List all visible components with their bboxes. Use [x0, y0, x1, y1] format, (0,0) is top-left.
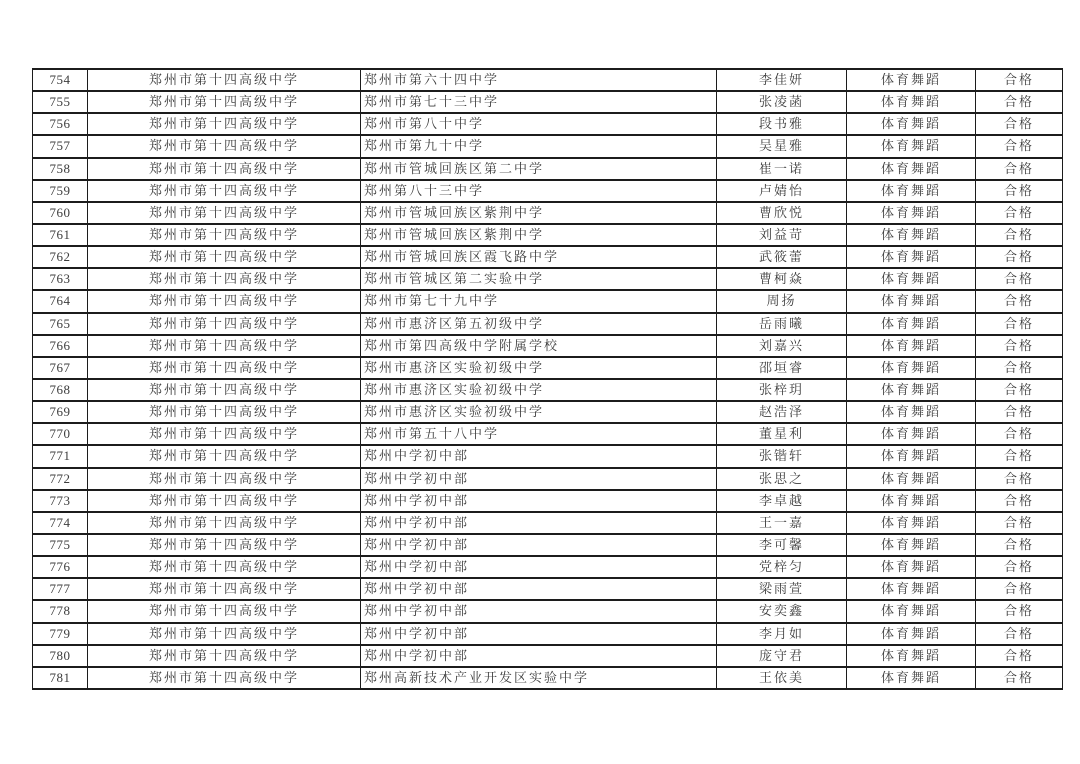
result-cell: 合格 — [976, 135, 1063, 157]
specialty-cell: 体育舞蹈 — [847, 401, 976, 423]
origin-school-cell: 郑州市管城回族区第二中学 — [361, 158, 717, 180]
student-name-cell: 安奕鑫 — [717, 600, 847, 622]
specialty-cell: 体育舞蹈 — [847, 512, 976, 534]
serial-number-cell: 771 — [33, 445, 88, 467]
student-name-cell: 周扬 — [717, 290, 847, 312]
table-row — [33, 69, 1063, 91]
specialty-cell: 体育舞蹈 — [847, 667, 976, 689]
student-name-cell: 张凌菡 — [717, 91, 847, 113]
specialty-cell: 体育舞蹈 — [847, 313, 976, 335]
result-cell: 合格 — [976, 202, 1063, 224]
origin-school-cell: 郑州市惠济区第五初级中学 — [361, 313, 717, 335]
result-cell: 合格 — [976, 623, 1063, 645]
reporting-school-cell: 郑州市第十四高级中学 — [88, 623, 361, 645]
student-name-cell: 党梓匀 — [717, 556, 847, 578]
origin-school-cell: 郑州中学初中部 — [361, 600, 717, 622]
specialty-cell: 体育舞蹈 — [847, 113, 976, 135]
student-name-cell: 李卓越 — [717, 490, 847, 512]
result-cell: 合格 — [976, 69, 1063, 91]
origin-school-cell: 郑州市管城回族区霞飞路中学 — [361, 246, 717, 268]
serial-number-cell: 775 — [33, 534, 88, 556]
result-cell: 合格 — [976, 379, 1063, 401]
reporting-school-cell: 郑州市第十四高级中学 — [88, 468, 361, 490]
serial-number-cell: 754 — [33, 69, 88, 91]
student-name-cell: 张思之 — [717, 468, 847, 490]
origin-school-cell: 郑州市惠济区实验初级中学 — [361, 357, 717, 379]
result-cell: 合格 — [976, 290, 1063, 312]
specialty-cell: 体育舞蹈 — [847, 534, 976, 556]
reporting-school-cell: 郑州市第十四高级中学 — [88, 158, 361, 180]
table-row — [33, 667, 1063, 689]
student-name-cell: 卢婧怡 — [717, 180, 847, 202]
specialty-cell: 体育舞蹈 — [847, 423, 976, 445]
result-cell: 合格 — [976, 578, 1063, 600]
reporting-school-cell: 郑州市第十四高级中学 — [88, 534, 361, 556]
origin-school-cell: 郑州中学初中部 — [361, 512, 717, 534]
student-name-cell: 崔一诺 — [717, 158, 847, 180]
result-cell: 合格 — [976, 468, 1063, 490]
reporting-school-cell: 郑州市第十四高级中学 — [88, 578, 361, 600]
origin-school-cell: 郑州中学初中部 — [361, 578, 717, 600]
specialty-cell: 体育舞蹈 — [847, 69, 976, 91]
specialty-cell: 体育舞蹈 — [847, 556, 976, 578]
result-cell: 合格 — [976, 556, 1063, 578]
serial-number-cell: 765 — [33, 313, 88, 335]
specialty-cell: 体育舞蹈 — [847, 600, 976, 622]
student-name-cell: 王一嘉 — [717, 512, 847, 534]
reporting-school-cell: 郑州市第十四高级中学 — [88, 135, 361, 157]
specialty-cell: 体育舞蹈 — [847, 158, 976, 180]
specialty-cell: 体育舞蹈 — [847, 623, 976, 645]
specialty-cell: 体育舞蹈 — [847, 246, 976, 268]
result-cell: 合格 — [976, 246, 1063, 268]
result-cell: 合格 — [976, 600, 1063, 622]
specialty-cell: 体育舞蹈 — [847, 645, 976, 667]
reporting-school-cell: 郑州市第十四高级中学 — [88, 423, 361, 445]
origin-school-cell: 郑州市惠济区实验初级中学 — [361, 379, 717, 401]
student-name-cell: 张梓玥 — [717, 379, 847, 401]
result-cell: 合格 — [976, 534, 1063, 556]
table-body — [33, 69, 1063, 689]
student-name-cell: 刘益苛 — [717, 224, 847, 246]
reporting-school-cell: 郑州市第十四高级中学 — [88, 91, 361, 113]
student-name-cell: 李月如 — [717, 623, 847, 645]
table-row — [33, 468, 1063, 490]
serial-number-cell: 778 — [33, 600, 88, 622]
result-cell: 合格 — [976, 91, 1063, 113]
specialty-cell: 体育舞蹈 — [847, 135, 976, 157]
student-name-cell: 董星利 — [717, 423, 847, 445]
result-cell: 合格 — [976, 512, 1063, 534]
specialty-cell: 体育舞蹈 — [847, 290, 976, 312]
specialty-cell: 体育舞蹈 — [847, 578, 976, 600]
reporting-school-cell: 郑州市第十四高级中学 — [88, 202, 361, 224]
reporting-school-cell: 郑州市第十四高级中学 — [88, 667, 361, 689]
table-row — [33, 512, 1063, 534]
serial-number-cell: 756 — [33, 113, 88, 135]
student-name-cell: 李可馨 — [717, 534, 847, 556]
table-row — [33, 578, 1063, 600]
result-cell: 合格 — [976, 645, 1063, 667]
origin-school-cell: 郑州市第七十三中学 — [361, 91, 717, 113]
serial-number-cell: 757 — [33, 135, 88, 157]
serial-number-cell: 755 — [33, 91, 88, 113]
table-row — [33, 423, 1063, 445]
reporting-school-cell: 郑州市第十四高级中学 — [88, 445, 361, 467]
table-row — [33, 556, 1063, 578]
student-name-cell: 吴星雅 — [717, 135, 847, 157]
student-name-cell: 邵垣睿 — [717, 357, 847, 379]
origin-school-cell: 郑州高新技术产业开发区实验中学 — [361, 667, 717, 689]
reporting-school-cell: 郑州市第十四高级中学 — [88, 512, 361, 534]
serial-number-cell: 763 — [33, 268, 88, 290]
table-row — [33, 113, 1063, 135]
table-row — [33, 91, 1063, 113]
reporting-school-cell: 郑州市第十四高级中学 — [88, 224, 361, 246]
origin-school-cell: 郑州第八十三中学 — [361, 180, 717, 202]
table-row — [33, 600, 1063, 622]
table-row — [33, 202, 1063, 224]
reporting-school-cell: 郑州市第十四高级中学 — [88, 401, 361, 423]
origin-school-cell: 郑州中学初中部 — [361, 556, 717, 578]
specialty-cell: 体育舞蹈 — [847, 335, 976, 357]
reporting-school-cell: 郑州市第十四高级中学 — [88, 645, 361, 667]
student-name-cell: 梁雨萱 — [717, 578, 847, 600]
reporting-school-cell: 郑州市第十四高级中学 — [88, 556, 361, 578]
reporting-school-cell: 郑州市第十四高级中学 — [88, 246, 361, 268]
student-name-cell: 赵浩泽 — [717, 401, 847, 423]
result-cell: 合格 — [976, 158, 1063, 180]
student-name-cell: 王依美 — [717, 667, 847, 689]
specialty-cell: 体育舞蹈 — [847, 202, 976, 224]
origin-school-cell: 郑州市第八十中学 — [361, 113, 717, 135]
serial-number-cell: 770 — [33, 423, 88, 445]
origin-school-cell: 郑州市第四高级中学附属学校 — [361, 335, 717, 357]
serial-number-cell: 766 — [33, 335, 88, 357]
origin-school-cell: 郑州市第七十九中学 — [361, 290, 717, 312]
table-row — [33, 224, 1063, 246]
student-name-cell: 庞守君 — [717, 645, 847, 667]
table-row — [33, 313, 1063, 335]
result-cell: 合格 — [976, 180, 1063, 202]
result-cell: 合格 — [976, 224, 1063, 246]
table-row — [33, 180, 1063, 202]
result-cell: 合格 — [976, 313, 1063, 335]
origin-school-cell: 郑州市惠济区实验初级中学 — [361, 401, 717, 423]
reporting-school-cell: 郑州市第十四高级中学 — [88, 180, 361, 202]
result-cell: 合格 — [976, 445, 1063, 467]
origin-school-cell: 郑州市管城回族区紫荆中学 — [361, 202, 717, 224]
origin-school-cell: 郑州市管城回族区紫荆中学 — [361, 224, 717, 246]
student-name-cell: 岳雨曦 — [717, 313, 847, 335]
serial-number-cell: 759 — [33, 180, 88, 202]
origin-school-cell: 郑州中学初中部 — [361, 534, 717, 556]
reporting-school-cell: 郑州市第十四高级中学 — [88, 290, 361, 312]
student-name-cell: 曹柯焱 — [717, 268, 847, 290]
serial-number-cell: 776 — [33, 556, 88, 578]
serial-number-cell: 772 — [33, 468, 88, 490]
table-row — [33, 268, 1063, 290]
origin-school-cell: 郑州市第六十四中学 — [361, 69, 717, 91]
serial-number-cell: 779 — [33, 623, 88, 645]
origin-school-cell: 郑州市第九十中学 — [361, 135, 717, 157]
table-row — [33, 357, 1063, 379]
serial-number-cell: 758 — [33, 158, 88, 180]
origin-school-cell: 郑州中学初中部 — [361, 623, 717, 645]
table-row — [33, 490, 1063, 512]
reporting-school-cell: 郑州市第十四高级中学 — [88, 490, 361, 512]
table-row — [33, 246, 1063, 268]
table-row — [33, 445, 1063, 467]
specialty-cell: 体育舞蹈 — [847, 468, 976, 490]
specialty-cell: 体育舞蹈 — [847, 180, 976, 202]
reporting-school-cell: 郑州市第十四高级中学 — [88, 69, 361, 91]
result-cell: 合格 — [976, 113, 1063, 135]
serial-number-cell: 764 — [33, 290, 88, 312]
serial-number-cell: 781 — [33, 667, 88, 689]
specialty-cell: 体育舞蹈 — [847, 91, 976, 113]
table-row — [33, 290, 1063, 312]
origin-school-cell: 郑州市第五十八中学 — [361, 423, 717, 445]
origin-school-cell: 郑州中学初中部 — [361, 490, 717, 512]
student-name-cell: 张锴轩 — [717, 445, 847, 467]
origin-school-cell: 郑州中学初中部 — [361, 645, 717, 667]
serial-number-cell: 762 — [33, 246, 88, 268]
serial-number-cell: 773 — [33, 490, 88, 512]
serial-number-cell: 777 — [33, 578, 88, 600]
origin-school-cell: 郑州中学初中部 — [361, 468, 717, 490]
table-row — [33, 534, 1063, 556]
table-row — [33, 158, 1063, 180]
serial-number-cell: 769 — [33, 401, 88, 423]
reporting-school-cell: 郑州市第十四高级中学 — [88, 268, 361, 290]
reporting-school-cell: 郑州市第十四高级中学 — [88, 313, 361, 335]
table-row — [33, 335, 1063, 357]
result-cell: 合格 — [976, 490, 1063, 512]
reporting-school-cell: 郑州市第十四高级中学 — [88, 357, 361, 379]
student-name-cell: 武筱蕾 — [717, 246, 847, 268]
serial-number-cell: 760 — [33, 202, 88, 224]
qualification-table — [32, 68, 1063, 690]
serial-number-cell: 761 — [33, 224, 88, 246]
specialty-cell: 体育舞蹈 — [847, 490, 976, 512]
table-row — [33, 135, 1063, 157]
serial-number-cell: 768 — [33, 379, 88, 401]
serial-number-cell: 780 — [33, 645, 88, 667]
table-row — [33, 645, 1063, 667]
table-row — [33, 401, 1063, 423]
reporting-school-cell: 郑州市第十四高级中学 — [88, 335, 361, 357]
result-cell: 合格 — [976, 268, 1063, 290]
result-cell: 合格 — [976, 423, 1063, 445]
table-row — [33, 623, 1063, 645]
serial-number-cell: 767 — [33, 357, 88, 379]
serial-number-cell: 774 — [33, 512, 88, 534]
result-cell: 合格 — [976, 401, 1063, 423]
reporting-school-cell: 郑州市第十四高级中学 — [88, 379, 361, 401]
specialty-cell: 体育舞蹈 — [847, 379, 976, 401]
result-cell: 合格 — [976, 667, 1063, 689]
reporting-school-cell: 郑州市第十四高级中学 — [88, 113, 361, 135]
specialty-cell: 体育舞蹈 — [847, 445, 976, 467]
student-name-cell: 李佳妍 — [717, 69, 847, 91]
specialty-cell: 体育舞蹈 — [847, 224, 976, 246]
result-cell: 合格 — [976, 335, 1063, 357]
table-row — [33, 379, 1063, 401]
student-name-cell: 曹欣悦 — [717, 202, 847, 224]
student-name-cell: 刘嘉兴 — [717, 335, 847, 357]
student-name-cell: 段书雅 — [717, 113, 847, 135]
specialty-cell: 体育舞蹈 — [847, 268, 976, 290]
result-cell: 合格 — [976, 357, 1063, 379]
origin-school-cell: 郑州中学初中部 — [361, 445, 717, 467]
specialty-cell: 体育舞蹈 — [847, 357, 976, 379]
reporting-school-cell: 郑州市第十四高级中学 — [88, 600, 361, 622]
origin-school-cell: 郑州市管城区第二实验中学 — [361, 268, 717, 290]
